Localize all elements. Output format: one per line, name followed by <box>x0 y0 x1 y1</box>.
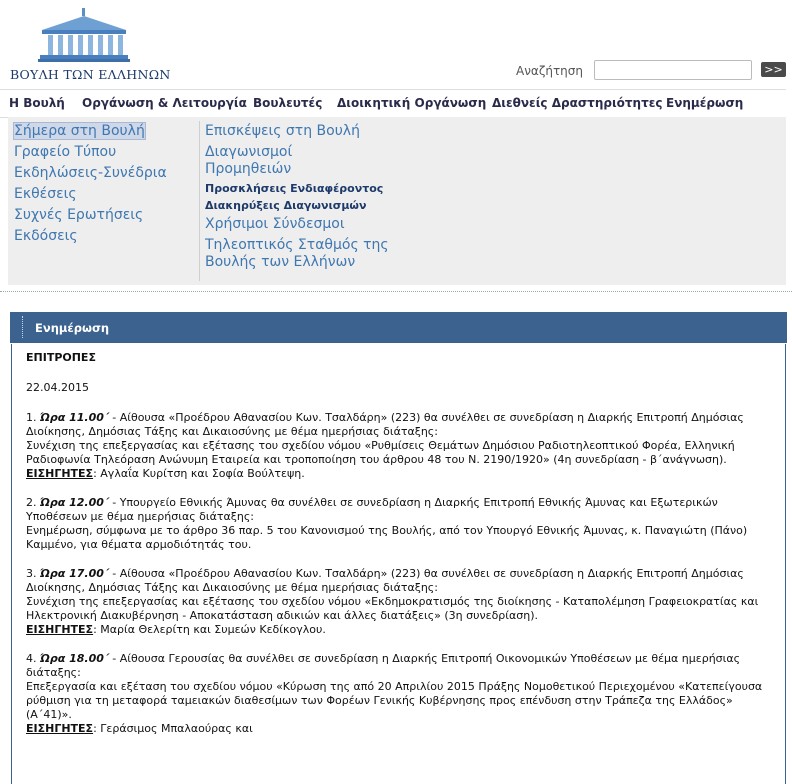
item-time: Ώρα 17.00΄ <box>40 567 109 580</box>
nav-item-mps[interactable]: Βουλευτές <box>253 96 323 110</box>
nav-item-parliament[interactable]: Η Βουλή <box>9 96 65 110</box>
list-item <box>26 496 774 552</box>
submenu-supplies[interactable]: Προμηθειών <box>205 161 292 177</box>
item-time: Ώρα 12.00΄ <box>40 496 109 509</box>
submenu-useful-links[interactable]: Χρήσιμοι Σύνδεσμοι <box>205 216 345 232</box>
news-submenu <box>8 117 786 285</box>
item-text: - Αίθουσα Γερουσίας θα συνέλθει σε συνεδρίαση η Διαρκής Επιτροπή Οικονομικών Υποθέσεων με θέμα ημερήσιας διάταξης: <box>26 652 741 679</box>
nav-item-administration[interactable]: Διοικητική Οργάνωση <box>337 96 487 110</box>
rapporteurs-label: ΕΙΣΗΓΗΤΕΣ <box>26 722 94 735</box>
submenu-faq[interactable]: Συχνές Ερωτήσεις <box>14 207 144 223</box>
rapporteurs-names: : Αγλαΐα Κυρίτση και Σοφία Βούλτεψη. <box>93 467 305 480</box>
panel-header-divider <box>22 316 23 338</box>
search-button[interactable]: >> <box>761 62 786 77</box>
committee-announcements <box>26 351 774 751</box>
item-number: 1. <box>26 411 37 424</box>
submenu-tenders[interactable]: Διαγωνισμοί <box>205 144 293 160</box>
rapporteurs-label: ΕΙΣΗΓΗΤΕΣ <box>26 467 94 480</box>
submenu-exhibitions[interactable]: Εκθέσεις <box>14 186 77 202</box>
submenu-tv-station-line2[interactable]: Βουλής των Ελλήνων <box>205 254 356 270</box>
rapporteurs-label: ΕΙΣΗΓΗΤΕΣ <box>26 623 94 636</box>
search-label: Αναζήτηση <box>516 64 583 78</box>
rapporteurs-names: : Γεράσιμος Μπαλαούρας και <box>93 722 253 735</box>
item-time: Ώρα 18.00΄ <box>40 652 109 665</box>
item-detail: Συνέχιση της επεξεργασίας και εξέτασης του σχεδίου νόμου «Ρυθμίσεις Θεμάτων Δημόσιου Ραδιοτηλεοπτικού Φορέα, Ελληνική Ραδιοφωνία Τηλεόραση Ανώνυμη Εταιρεία και τροποποίηση του άρθρου 48 του Ν. 2190/1920» (4η συνεδρίαση - β΄ανάγνωση). <box>26 439 735 466</box>
logo-text: ΒΟΥΛΗ ΤΩΝ ΕΛΛΗΝΩΝ <box>10 67 171 82</box>
item-detail: Επεξεργασία και εξέταση του σχεδίου νόμου «Κύρωση της από 20 Απριλίου 2015 Πράξης Νομοθετικού Περιεχομένου «Κατεπείγουσα ρύθμιση για τη μεταφορά ταμειακών διαθεσίμων των Φορέων Γενικής Κυβέρνησης προς επένδυση στην Τράπεζα της Ελλάδος» (Α΄41)». <box>26 680 763 721</box>
section-heading: ΕΠΙΤΡΟΠΕΣ <box>26 351 96 364</box>
item-number: 4. <box>26 652 37 665</box>
submenu-divider <box>199 121 200 281</box>
submenu-publications[interactable]: Εκδόσεις <box>14 228 78 244</box>
item-detail: Συνέχιση της επεξεργασίας και εξέτασης του σχεδίου νόμου «Εκδημοκρατισμός της διοίκησης - Καταπολέμηση Γραφειοκρατίας και Ηλεκτρονική Διακυβέρνηση - Αποκατάσταση αδικιών και άλλες διατάξεις» (3η συνεδρίαση). <box>26 595 759 622</box>
main-nav <box>0 89 786 118</box>
item-detail: Ενημέρωση, σύμφωνα με το άρθρο 36 παρ. 5 του Κανονισμού της Βουλής, από τον Υπουργό Εθνικής Άμυνας, κ. Παναγιώτη (Πάνο) Καμμένο, για θέματα αρμοδιότητάς του. <box>26 524 748 551</box>
submenu-press-office[interactable]: Γραφείο Τύπου <box>14 144 117 160</box>
item-number: 3. <box>26 567 37 580</box>
announcement-date: 22.04.2015 <box>26 381 89 394</box>
submenu-announcements[interactable]: Διακηρύξεις Διαγωνισμών <box>205 199 367 212</box>
panel-header <box>10 312 787 343</box>
search-input[interactable] <box>594 60 752 80</box>
nav-item-news[interactable]: Ενημέρωση <box>666 96 744 110</box>
item-text: - Αίθουσα «Προέδρου Αθανασίου Κων. Τσαλδάρη» (223) θα συνέλθει σε συνεδρίαση η Διαρκής Επιτροπή Δημόσιας Διοίκησης, Δημόσιας Τάξης και Δικαιοσύνης με θέμα ημερήσιας διάταξης: <box>26 567 744 594</box>
submenu-visits[interactable]: Επισκέψεις στη Βουλή <box>205 123 360 139</box>
item-text: - Αίθουσα «Προέδρου Αθανασίου Κων. Τσαλδάρη» (223) θα συνέλθει σε συνεδρίαση η Διαρκής Επιτροπή Δημόσιας Διοίκησης, Δημόσιας Τάξης και Δικαιοσύνης με θέμα ημερήσιας διάταξης: <box>26 411 744 438</box>
parliament-building-icon <box>38 8 130 64</box>
panel-title: Ενημέρωση <box>35 321 110 335</box>
submenu-today[interactable]: Σήμερα στη Βουλή <box>14 123 145 139</box>
nav-item-organization[interactable]: Οργάνωση & Λειτουργία <box>82 96 247 110</box>
item-number: 2. <box>26 496 37 509</box>
item-text: - Υπουργείο Εθνικής Άμυνας θα συνέλθει σε συνεδρίαση η Διαρκής Επιτροπή Εθνικής Άμυνας και Εξωτερικών Υποθέσεων με θέμα ημερήσιας διάταξης: <box>26 496 718 523</box>
nav-item-international[interactable]: Διεθνείς Δραστηριότητες <box>492 96 663 110</box>
item-time: Ώρα 11.00΄ <box>40 411 109 424</box>
parliament-logo[interactable] <box>10 8 171 82</box>
list-item <box>26 652 774 736</box>
separator <box>0 291 792 292</box>
submenu-tv-station[interactable]: Τηλεοπτικός Σταθμός της <box>205 237 389 253</box>
list-item <box>26 411 774 481</box>
submenu-invitations[interactable]: Προσκλήσεις Ενδιαφέροντος <box>205 182 384 195</box>
list-item <box>26 567 774 637</box>
submenu-events[interactable]: Εκδηλώσεις-Συνέδρια <box>14 165 167 181</box>
rapporteurs-names: : Μαρία Θελερίτη και Συμεών Κεδίκογλου. <box>93 623 326 636</box>
